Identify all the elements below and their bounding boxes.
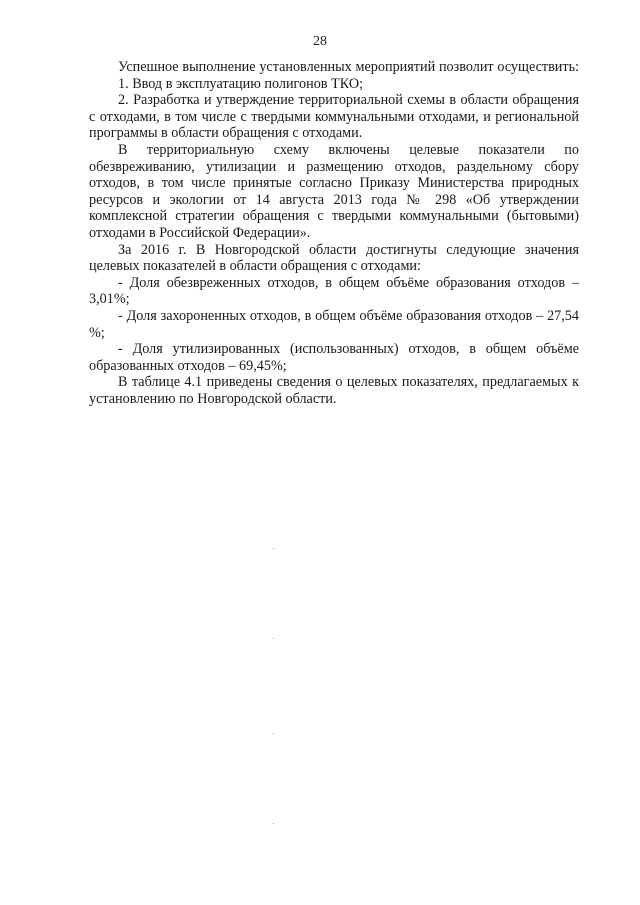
paragraph-territorial-scheme: В территориальную схему включены целевые показатели по обезвреживанию, утилизации и размещению отходов, раздельному сбору отходов, в том числе принятые согласно Приказу Министерства природных ресурсов и экологии от 14 августа 2013 года № 298 «Об утверждении комплексной стратегии обращения с твердыми коммунальными (бытовыми) отходами в Российской Федерации». [89,141,579,241]
paragraph-item-2: 2. Разработка и утверждение территориальной схемы в области обращения с отходами, в том числе с твердыми коммунальными отходами, и региональной программы в области обращения с отходами. [89,92,579,142]
scan-speck [273,548,274,549]
page-number: 28 [313,34,327,49]
paragraph-table-reference: В таблице 4.1 приведены сведения о целевых показателях, предлагаемых к установлению по Новгородской области. [89,374,579,407]
body-text [89,59,579,407]
indicator-utilized: - Доля утилизированных (использованных) отходов, в общем объёме образованных отходов – 69,45%; [89,341,579,374]
scan-speck [273,733,274,734]
scan-speck [273,638,274,639]
indicator-buried: - Доля захороненных отходов, в общем объёме образования отходов – 27,54 %; [89,307,579,341]
scan-speck [273,823,274,824]
paragraph-intro: Успешное выполнение установленных мероприятий позволит осуществить: [118,59,579,75]
indicator-neutralized: - Доля обезвреженных отходов, в общем объёме образования отходов – 3,01%; [89,274,579,308]
paragraph-item-1: 1. Ввод в эксплуатацию полигонов ТКО; [118,75,364,92]
paragraph-2016-results: За 2016 г. В Новгородской области достигнуты следующие значения целевых показателей в области обращения с отходами: [89,241,579,275]
